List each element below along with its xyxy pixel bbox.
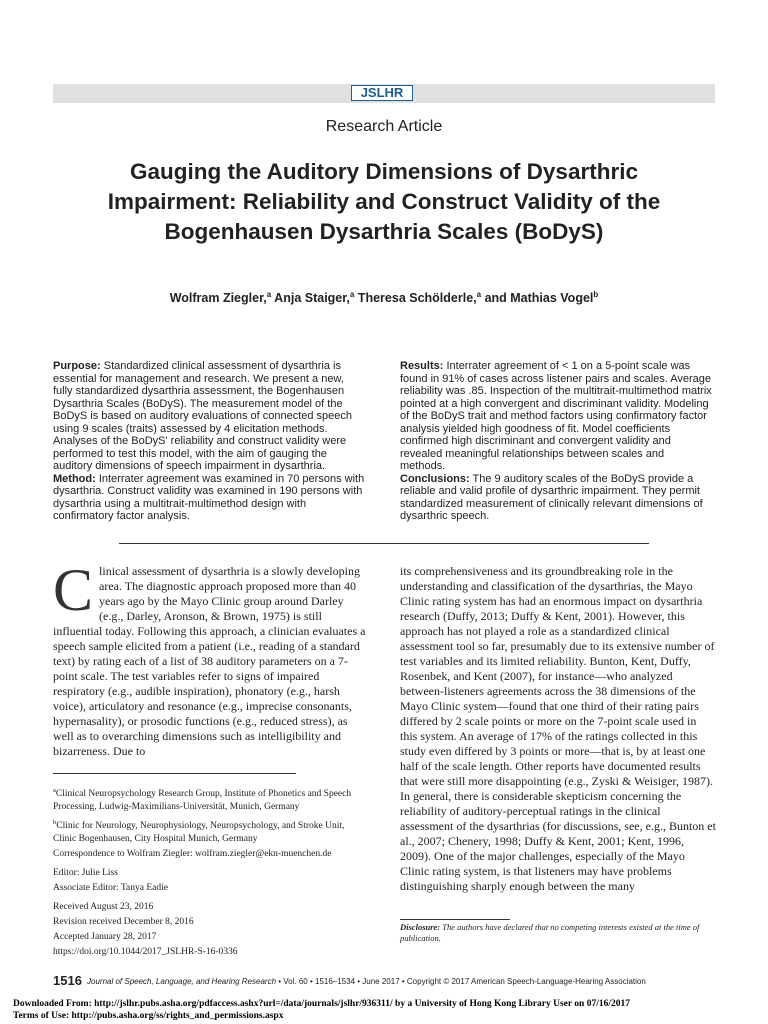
author-name: and Mathias Vogel [481,291,594,306]
journal-footer [87,977,717,986]
terms-of-use[interactable]: Terms of Use: http://pubs.asha.org/ss/rights_and_permissions.aspx [13,1011,284,1021]
affiliation-b-text: Clinic for Neurology, Neurophysiology, Neuropsychology, and Stroke Unit, Clinic Bogenhausen, City Hospital Munich, Germany [53,821,345,845]
affiliation-mark: b [53,819,57,827]
abstract-right-column [400,360,712,523]
footnotes [53,784,369,961]
affiliation-mark: a [349,290,355,299]
doi-link[interactable]: https://doi.org/10.1044/2017_JSLHR-S-16-0336 [53,947,238,958]
received-date: Received August 23, 2016 [53,902,154,913]
conclusions-text: The 9 auditory scales of the BoDyS provide a reliable and valid profile of dysarthric impairment. They permit standardized measurement of clinically relevant dimensions of dysarthric speech. [400,472,703,522]
affiliation-b [53,816,369,846]
affiliation-mark: a [266,290,272,299]
revision-date: Revision received December 8, 2016 [53,917,194,928]
affiliation-mark: a [53,787,56,794]
disclosure-divider [400,919,510,920]
journal-tag: JSLHR [351,85,413,101]
affiliation-a-text: Clinical Neuropsychology Research Group, Institute of Phonetics and Speech Processing, Ludwig-Maximilians-Universität, Munich, Germany [53,789,352,813]
disclosure-label: Disclosure: [400,922,441,932]
results-text: Interrater agreement of < 1 on a 5-point scale was found in 91% of cases across listener pairs and scales. Average reliability was .85. Inspection of the multitrait-multimethod matrix pointed at a high convergent and discriminant validity. Modeling of the BoDyS trait and method factors using confirmatory factor analysis yielded high goodness of fit. Model coefficients confirmed high discriminant and convergent validity and revealed meaningful relationships between scales and methods. [400,360,712,472]
journal-name: Journal of Speech, Language, and Hearing Research [87,977,277,986]
abstract-results [400,360,712,473]
abstract-left-column [53,360,365,523]
correspondence: Correspondence to Wolfram Ziegler: wolfram.ziegler@ekn-muenchen.de [53,849,332,860]
body-paragraph [53,557,369,759]
author-name: Anja Staiger, [271,291,350,306]
affiliation-a [53,784,369,814]
purpose-text: Standardized clinical assessment of dysarthria is essential for management and research. We present a new, fully standardized dysarthria assessment, the Bogenhausen Dysarthria Scales (BoDyS). The measurement model of the BoDyS is based on auditory evaluations of connected speech using 9 scales (traits) assessed by 4 elicitation methods. Analyses of the BoDyS' reliability and construct validity were performed to test this model, with the aim of gauging the auditory dimensions of speech impairment in dysarthria. [53,360,353,472]
journal-details: • Vol. 60 • 1516–1534 • June 2017 • Copyright © 2017 American Speech-Language-Hearing Association [276,977,646,986]
download-notice [13,998,763,1022]
body-text-right: its comprehensiveness and its groundbreaking role in the understanding and classification of the dysarthrias, the Mayo Clinic rating system has had an enormous impact on dysarthria research (Duffy, 2013; Duffy & Kent, 2001). However, this approach has not played a role as a standardized clinical assessment tool so far, presumably due to its extensive number of test variables and its limited reliability. Bunton, Kent, Duffy, Rosenbek, and Kent (2007), for instance—who analyzed between-listeners agreements across the 38 dimensions of the Mayo Clinic system—found that one third of their rating pairs differed by 2 scale points or more on the 7-point scale used in this system. An average of 17% of the ratings collected in this study even differed by 3 points or more—that is, by at least one half of the scale length. Other reports have documented results that were still more disappointing (e.g., Zyski & Weisiger, 1987). In general, there is considerable skepticism concerning the reliability of auditory-perceptual ratings in the clinical assessment of the dysarthrias (for discussions, see, e.g., Bunton et al., 2007; Chenery, 1998; Duffy & Kent, 2001; Kent, 1996, 2009). One of the major challenges, especially of the Mayo Clinic rating system, is that listeners may have problems distinguishing sharply enough between the many [400,564,716,893]
method-label: Method: [53,472,96,485]
affiliation-mark: b [593,290,599,299]
conclusions-label: Conclusions: [400,472,470,485]
body-left-column [53,557,369,759]
affiliation-mark: a [476,290,482,299]
author-list [0,290,768,305]
abstract-purpose [53,360,365,473]
author-name: Theresa Schölderle, [354,291,477,306]
article-type: Research Article [325,118,443,135]
accepted-date: Accepted January 28, 2017 [53,932,157,943]
section-divider [119,543,649,544]
page-number: 1516 [53,973,82,988]
article-title: Gauging the Auditory Dimensions of Dysarthric Impairment: Reliability and Construct Validity of the Bogenhausen Dysarthria Scales (BoDyS) [107,159,661,244]
disclosure-text: The authors have declared that no competing interests existed at the time of publication. [400,922,700,943]
editor: Editor: Julie Liss [53,868,118,879]
body-text-left: linical assessment of dysarthria is a slowly developing area. The diagnostic approach proposed more than 40 years ago by the Mayo Clinic group around Darley (e.g., Darley, Aronson, & Brown, 1975) is still influential today. Following this approach, a clinician evaluates a speech sample elicited from a patient (i.e., reading of a standard text) by rating each of a list of 38 auditory parameters on a 7-point scale. The test variables refer to signs of impaired respiratory (e.g., audible inspiration), phonatory (e.g., harsh voice), articulatory and resonance (e.g., imprecise consonants, hypernasality), or prosodic functions (e.g., reduced stress), as well as to overarching dimensions such as intelligibility and bizarreness. Due to [53,564,366,758]
disclosure [400,922,716,944]
abstract-conclusions [400,473,712,523]
download-source[interactable]: Downloaded From: http://jslhr.pubs.asha.org/pdfaccess.ashx?url=/data/journals/jslhr/936311/ by a University of Hong Kong Library User on 07/16/2017 [13,999,630,1009]
drop-cap: C [53,557,94,623]
results-label: Results: [400,360,444,372]
abstract-method [53,473,365,523]
method-text: Interrater agreement was examined in 70 persons with dysarthria. Construct validity was examined in 190 persons with dysarthria using a multitrait-multimethod design with confirmatory factor analysis. [53,472,365,522]
associate-editor: Associate Editor: Tanya Eadie [53,883,168,894]
body-right-column [400,564,716,894]
footnote-divider [53,773,296,774]
author-name: Wolfram Ziegler, [169,291,267,306]
purpose-label: Purpose: [53,360,101,372]
